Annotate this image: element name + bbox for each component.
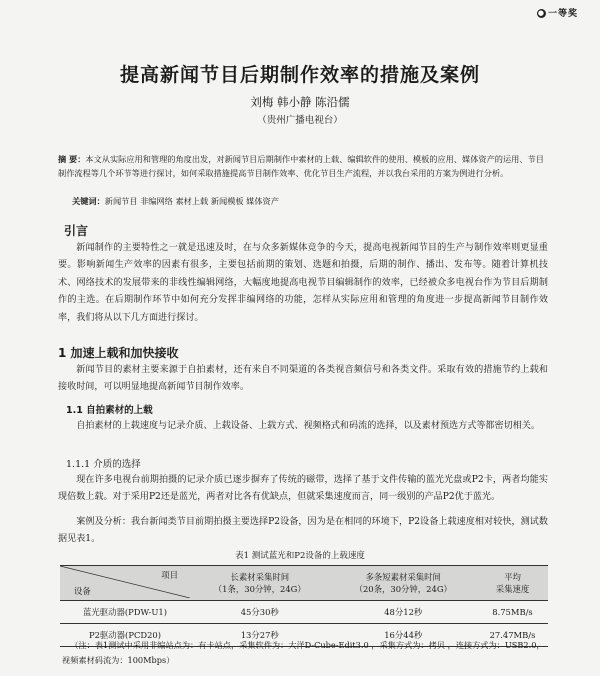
intro-heading: 引言 [64, 224, 89, 238]
table-cell: 27.47MB/s [477, 624, 548, 647]
section-1-1-paragraph: 自拍素材的上载速度与记录介质、上载设备、上载方式、视频格式和码流的选择，以及素材预选方式等都密切相关。 [76, 421, 540, 431]
paper-title: 提高新闻节目后期制作效率的措施及案例 [119, 64, 480, 86]
section-1-1-1-heading: 1.1.1 介质的选择 [66, 459, 141, 470]
table-row [60, 601, 548, 624]
paper-affiliation: （贵州广播电视台） [257, 115, 343, 126]
upload-speed-table [60, 565, 548, 647]
table-caption: 表1 测试蓝光和P2设备的上载速度 [235, 551, 365, 561]
diagonal-line-icon [60, 566, 190, 598]
section-1-1-1-paragraph: 现在许多电视台前期拍摄的记录介质已逐步摒弃了传统的磁带，选择了基于文件传输的蓝光光盘或P2卡，两者均能实现倍数上载。对于采用P2还是蓝光，两者对比各有优缺点，但就采集速度而言，同一级别的产品P2优于蓝光。 [58, 475, 548, 503]
award-badge [537, 6, 578, 19]
table-cell: 蓝光驱动器(PDW-U1) [60, 601, 190, 624]
keywords-label: 关键词： [72, 196, 105, 206]
table-cell: 45分30秒 [190, 601, 330, 624]
table-cell: 13分27秒 [190, 624, 330, 647]
table-note: （注：表1测试中采用非编站点为：有卡站点，采集软件为：大洋D-Cube-Edit3.0 ，采集方式为：拷贝 ，连接方式为：USB2.0，视频素材码流为：100Mbps） [62, 640, 545, 665]
keywords [72, 196, 279, 207]
case-analysis-paragraph: 案例及分析：我台新闻类节目前期拍摄主要选择P2设备，因为是在相同的环境下，P2设备上载速度相对较快，测试数据见表1。 [58, 517, 548, 545]
paper-authors: 刘梅 韩小静 陈沿儒 [250, 95, 350, 109]
abstract-label: 摘 要： [58, 154, 86, 164]
abstract [58, 152, 544, 180]
section-1-1-heading: 1.1 自拍素材的上载 [66, 405, 153, 416]
circle-dot-icon: ● [537, 9, 546, 17]
badge-label: 一等奖 [547, 9, 578, 19]
table-cell: 16分44秒 [330, 624, 477, 647]
corner-bottom-label: 设备 [74, 586, 91, 596]
header-avg-speed: 平均 采集速度 [477, 566, 548, 601]
table-cell: 48分12秒 [330, 601, 477, 624]
abstract-text: 本文从实际应用和管理的角度出发，对新闻节目后期制作中素材的上载、编辑软件的使用、模板的应用、媒体资产的运用、节目制作流程等几个环节等进行探讨，如何采取措施提高节目制作效率、优化节目生产流程，并以我台采用的方案为例进行分析。 [58, 154, 544, 178]
table-corner-cell [60, 566, 190, 601]
keywords-text: 新闻节目 非编网络 素材上载 新闻模板 媒体资产 [104, 196, 279, 206]
header-long-clip: 长素材采集时间 （1条，30分钟，24G） [190, 566, 330, 601]
section-1-paragraph: 新闻节目的素材主要来源于自拍素材，还有来自不同渠道的各类视音频信号和各类文件。采取有效的措施节约上载和接收时间，可以明显地提高新闻节目制作效率。 [58, 365, 548, 393]
table-cell: 8.75MB/s [477, 601, 548, 624]
table-cell: P2驱动器(PCD20) [60, 624, 190, 647]
header-short-clips: 多条短素材采集时间 （20条，30分钟，24G） [330, 566, 477, 601]
intro-paragraph: 新闻制作的主要特性之一就是迅速及时，在与众多新媒体竞争的今天，提高电视新闻节目的生产与制作效率则更显重要。影响新闻生产效率的因素有很多，主要包括前期的策划、选题和拍摄，后期的制作、播出、发布等。随着计算机技术、网络技术的发展带来的非线性编辑网络，大幅度地提高电视节目编辑制作的效率，已经被众多电视台作为节目后期制作的主选。在后期制作环节中如何充分发挥非编网络的功能，怎样从实际应用和管理的角度进一步提高新闻节目制作效率，我们将从以下几方面进行探讨。 [58, 243, 548, 323]
table-header-row [60, 566, 548, 601]
corner-top-label: 项目 [161, 570, 178, 580]
section-1-heading: 1 加速上载和加快接收 [58, 346, 179, 360]
